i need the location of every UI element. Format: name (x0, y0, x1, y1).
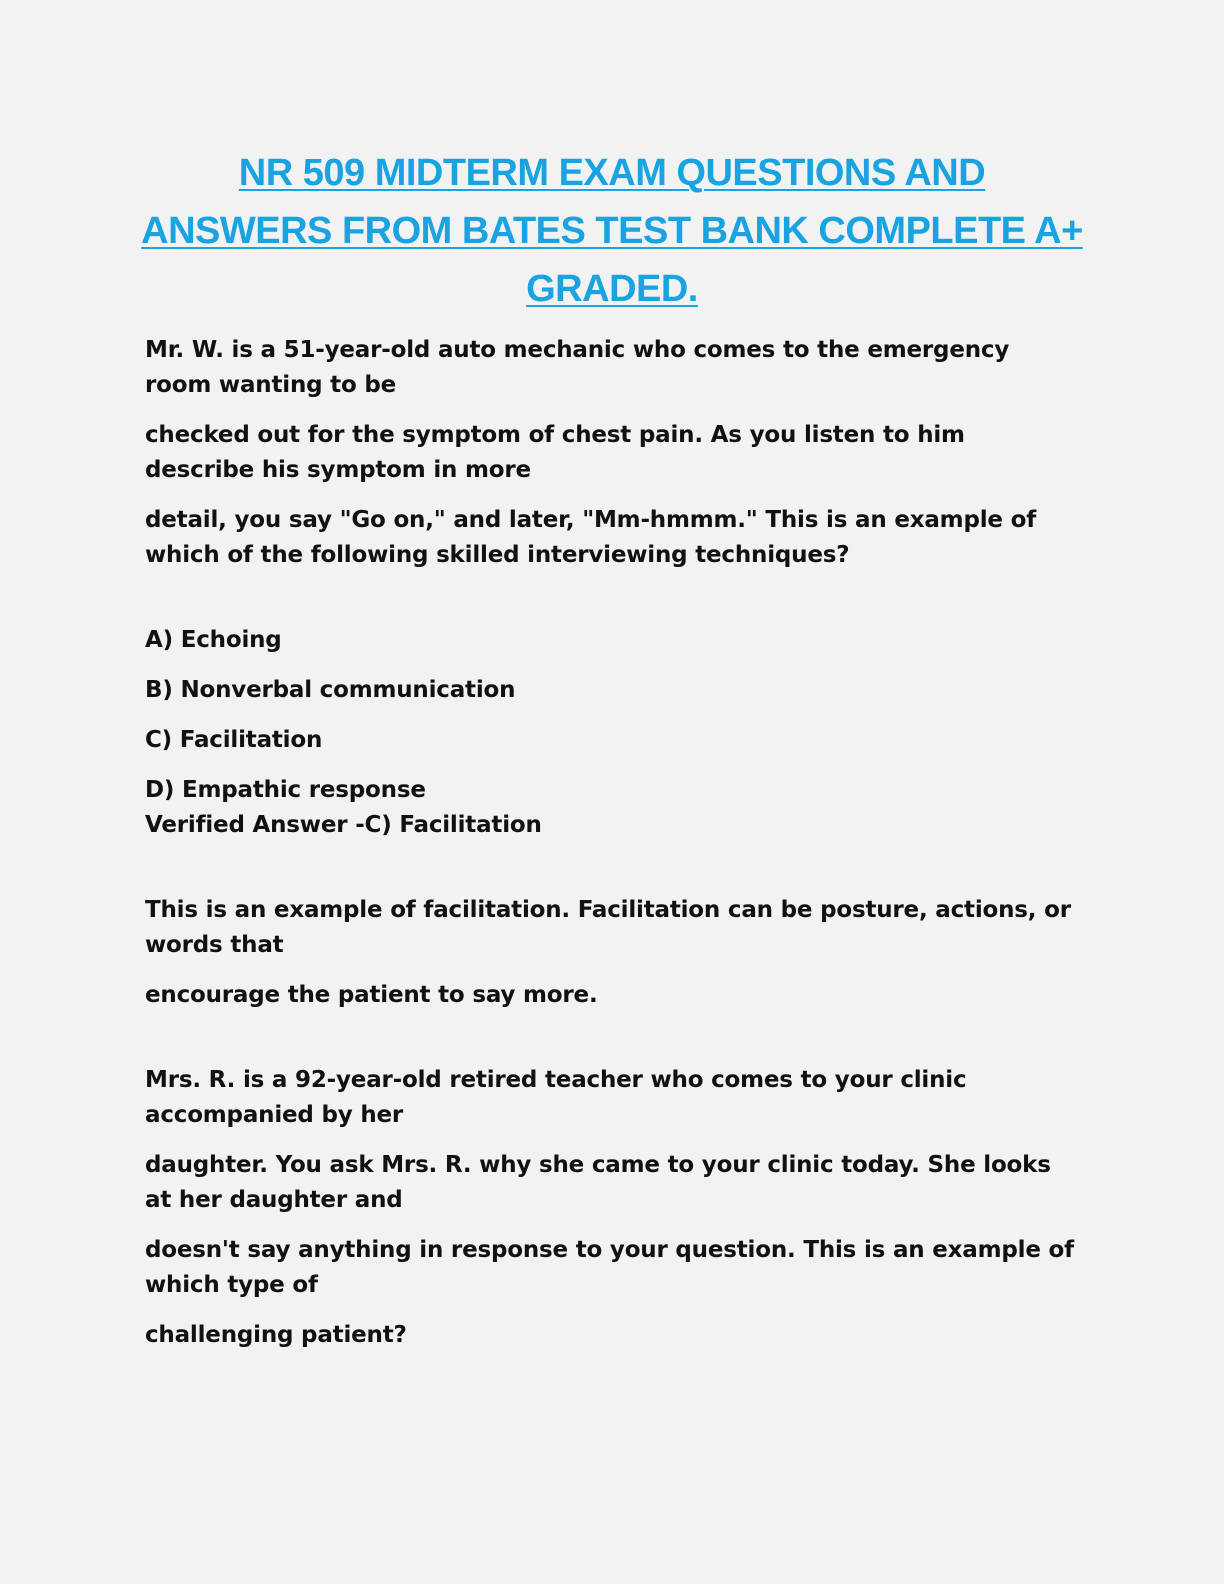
document-title (130, 144, 1094, 318)
question-1-option-b: B) Nonverbal communication (145, 677, 516, 703)
question-1-line-2: checked out for the symptom of chest pain. As you listen to him describe his symptom in more (145, 422, 965, 483)
title-line-2: ANSWERS FROM BATES TEST BANK COMPLETE A+ (141, 210, 1083, 252)
question-1-option-d: D) Empathic response (145, 777, 426, 803)
question-1-line-1: Mr. W. is a 51-year-old auto mechanic who comes to the emergency room wanting to be (145, 337, 1010, 398)
question-1-option-a: A) Echoing (145, 627, 282, 653)
document-body (145, 333, 1080, 1353)
question-2-line-3: doesn't say anything in response to your question. This is an example of which type of (145, 1237, 1074, 1298)
question-1-answer: Verified Answer -C) Facilitation (145, 812, 542, 838)
question-2-line-4: challenging patient? (145, 1322, 407, 1348)
question-1-option-c: C) Facilitation (145, 727, 323, 753)
question-1-explanation-line-1: This is an example of facilitation. Facilitation can be posture, actions, or words that (145, 897, 1071, 958)
title-line-3: GRADED. (526, 268, 698, 310)
title-line-1: NR 509 MIDTERM EXAM QUESTIONS AND (238, 152, 986, 194)
question-2-line-2: daughter. You ask Mrs. R. why she came to your clinic today. She looks at her daughter and (145, 1152, 1051, 1213)
question-1-explanation-line-2: encourage the patient to say more. (145, 982, 598, 1008)
question-2-line-1: Mrs. R. is a 92-year-old retired teacher who comes to your clinic accompanied by her (145, 1067, 967, 1128)
question-1-line-3: detail, you say "Go on," and later, "Mm-hmmm." This is an example of which of the following skilled interviewing techniques? (145, 507, 1037, 568)
